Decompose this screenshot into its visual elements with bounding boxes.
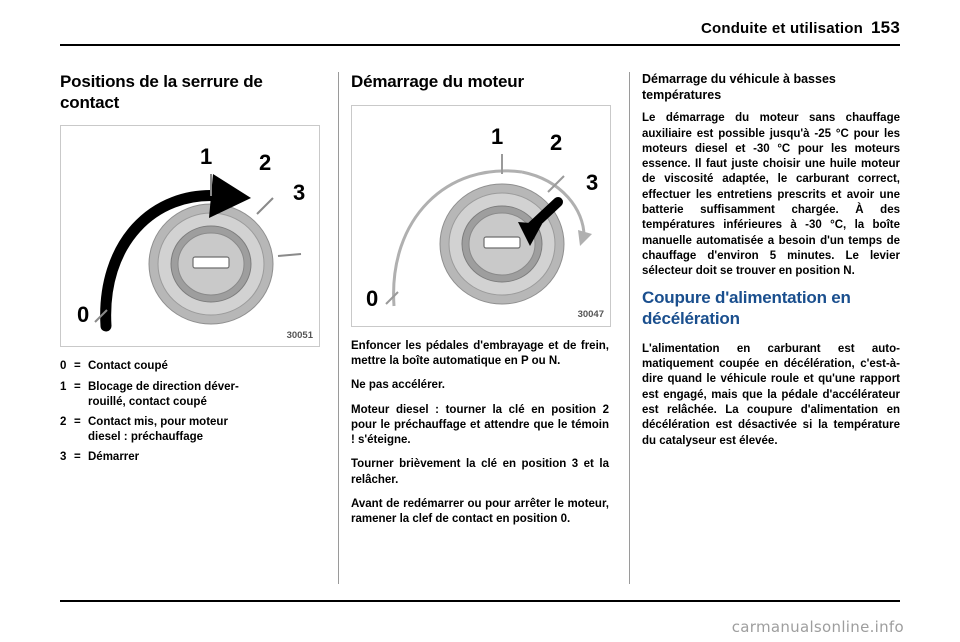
svg-text:2: 2 [259,150,272,176]
column-left [60,72,318,471]
column-middle [351,72,609,537]
section-heading-cold-start: Démarrage du véhicule à basses températures [642,72,836,102]
position-equals: = [74,451,81,464]
section-heading-ignition-positions: Positions de la serrure de contact [60,72,263,112]
figure-ignition-switch [60,125,320,347]
engine-start-illustration [352,106,608,324]
position-equals: = [74,415,81,428]
position-value [88,380,318,410]
watermark: carmanualsonline.info [731,618,904,636]
figure-id-left: 30051 [286,329,313,341]
position-value-line1: Contact mis, pour moteur [88,415,228,428]
svg-text:0: 0 [366,285,379,311]
header-divider [60,44,900,46]
position-key: 1 [60,380,67,393]
position-equals: = [74,380,81,393]
svg-text:1: 1 [491,123,504,149]
ignition-position-list [60,359,318,465]
list-item [60,415,318,445]
list-item [60,359,318,374]
column-divider-1 [338,72,339,584]
position-equals: = [74,360,81,373]
page-number: 153 [871,18,900,37]
page-title: Conduite et utilisation [700,20,864,37]
position-key: 3 [60,451,67,464]
position-value-line2: diesel : préchauffage [88,431,204,444]
svg-text:3: 3 [586,169,599,195]
position-key: 0 [60,360,67,373]
column-right [642,72,900,458]
section-heading-fuel-cutoff: Coupure d'alimentation en décélération [642,288,851,329]
paragraph-cold-start: Le démarrage du moteur sans chauffage auxiliaire est possible jusqu'à -25 °C pour les moteurs diesel et -30 °C pour les moteurs essence. Il faut juste choisir une huile moteur de viscosité adaptée, le carburant correct, effectuer les entretiens prescrits et avoir une batterie suffisamment chargée. À des températures inférieures à -30 °C, la boîte manuelle automatisée a besoin d'un temps de chauffage d'environ 5 minutes. Le levier sélecteur doit se trouver en position N. [642,112,900,278]
paragraph-turn-key-3: Tourner brièvement la clé en position 3 et la relâcher. [351,458,609,486]
svg-text:2: 2 [550,129,563,155]
position-value: Démarrer [88,451,140,464]
position-value-line2: rouillé, contact coupé [88,395,207,408]
figure-id-middle: 30047 [577,309,604,321]
svg-text:1: 1 [200,144,213,170]
list-item [60,380,318,410]
ignition-switch-illustration [61,126,317,344]
position-value [88,415,318,445]
figure-engine-start [351,105,611,327]
section-heading-engine-start: Démarrage du moteur [351,72,524,91]
column-divider-2 [629,72,630,584]
page-header [60,18,900,38]
paragraph-no-accelerate: Ne pas accélérer. [351,379,445,392]
footer-divider [60,600,900,602]
position-key: 2 [60,415,67,428]
paragraph-restart-stop: Avant de redémarrer ou pour arrêter le moteur, ramener la clef de contact en position 0. [351,497,609,526]
paragraph-fuel-cutoff: L'alimentation en carburant est automatiquement coupée en décélération, c'est-à-dire quand le véhicule roule et qu'une rapport est engagé, mais que la pédale d'accélérateur est relâchée. La coupure d'alimentation en décélération est désactivée si la température du catalyseur est élevée. [642,342,900,447]
position-value-line1: Blocage de direction déver- [88,380,239,393]
paragraph-clutch-brake: Enfoncer les pédales d'embrayage et de frein, mettre la boîte automatique en P ou N. [351,339,609,368]
svg-text:0: 0 [77,302,90,328]
paragraph-diesel-preheat: Moteur diesel : tourner la clé en position 2 pour le préchauffage et attendre que le témoin ! s'éteigne. [351,403,609,447]
list-item [60,450,318,465]
svg-text:3: 3 [293,180,306,206]
position-value: Contact coupé [88,360,168,373]
